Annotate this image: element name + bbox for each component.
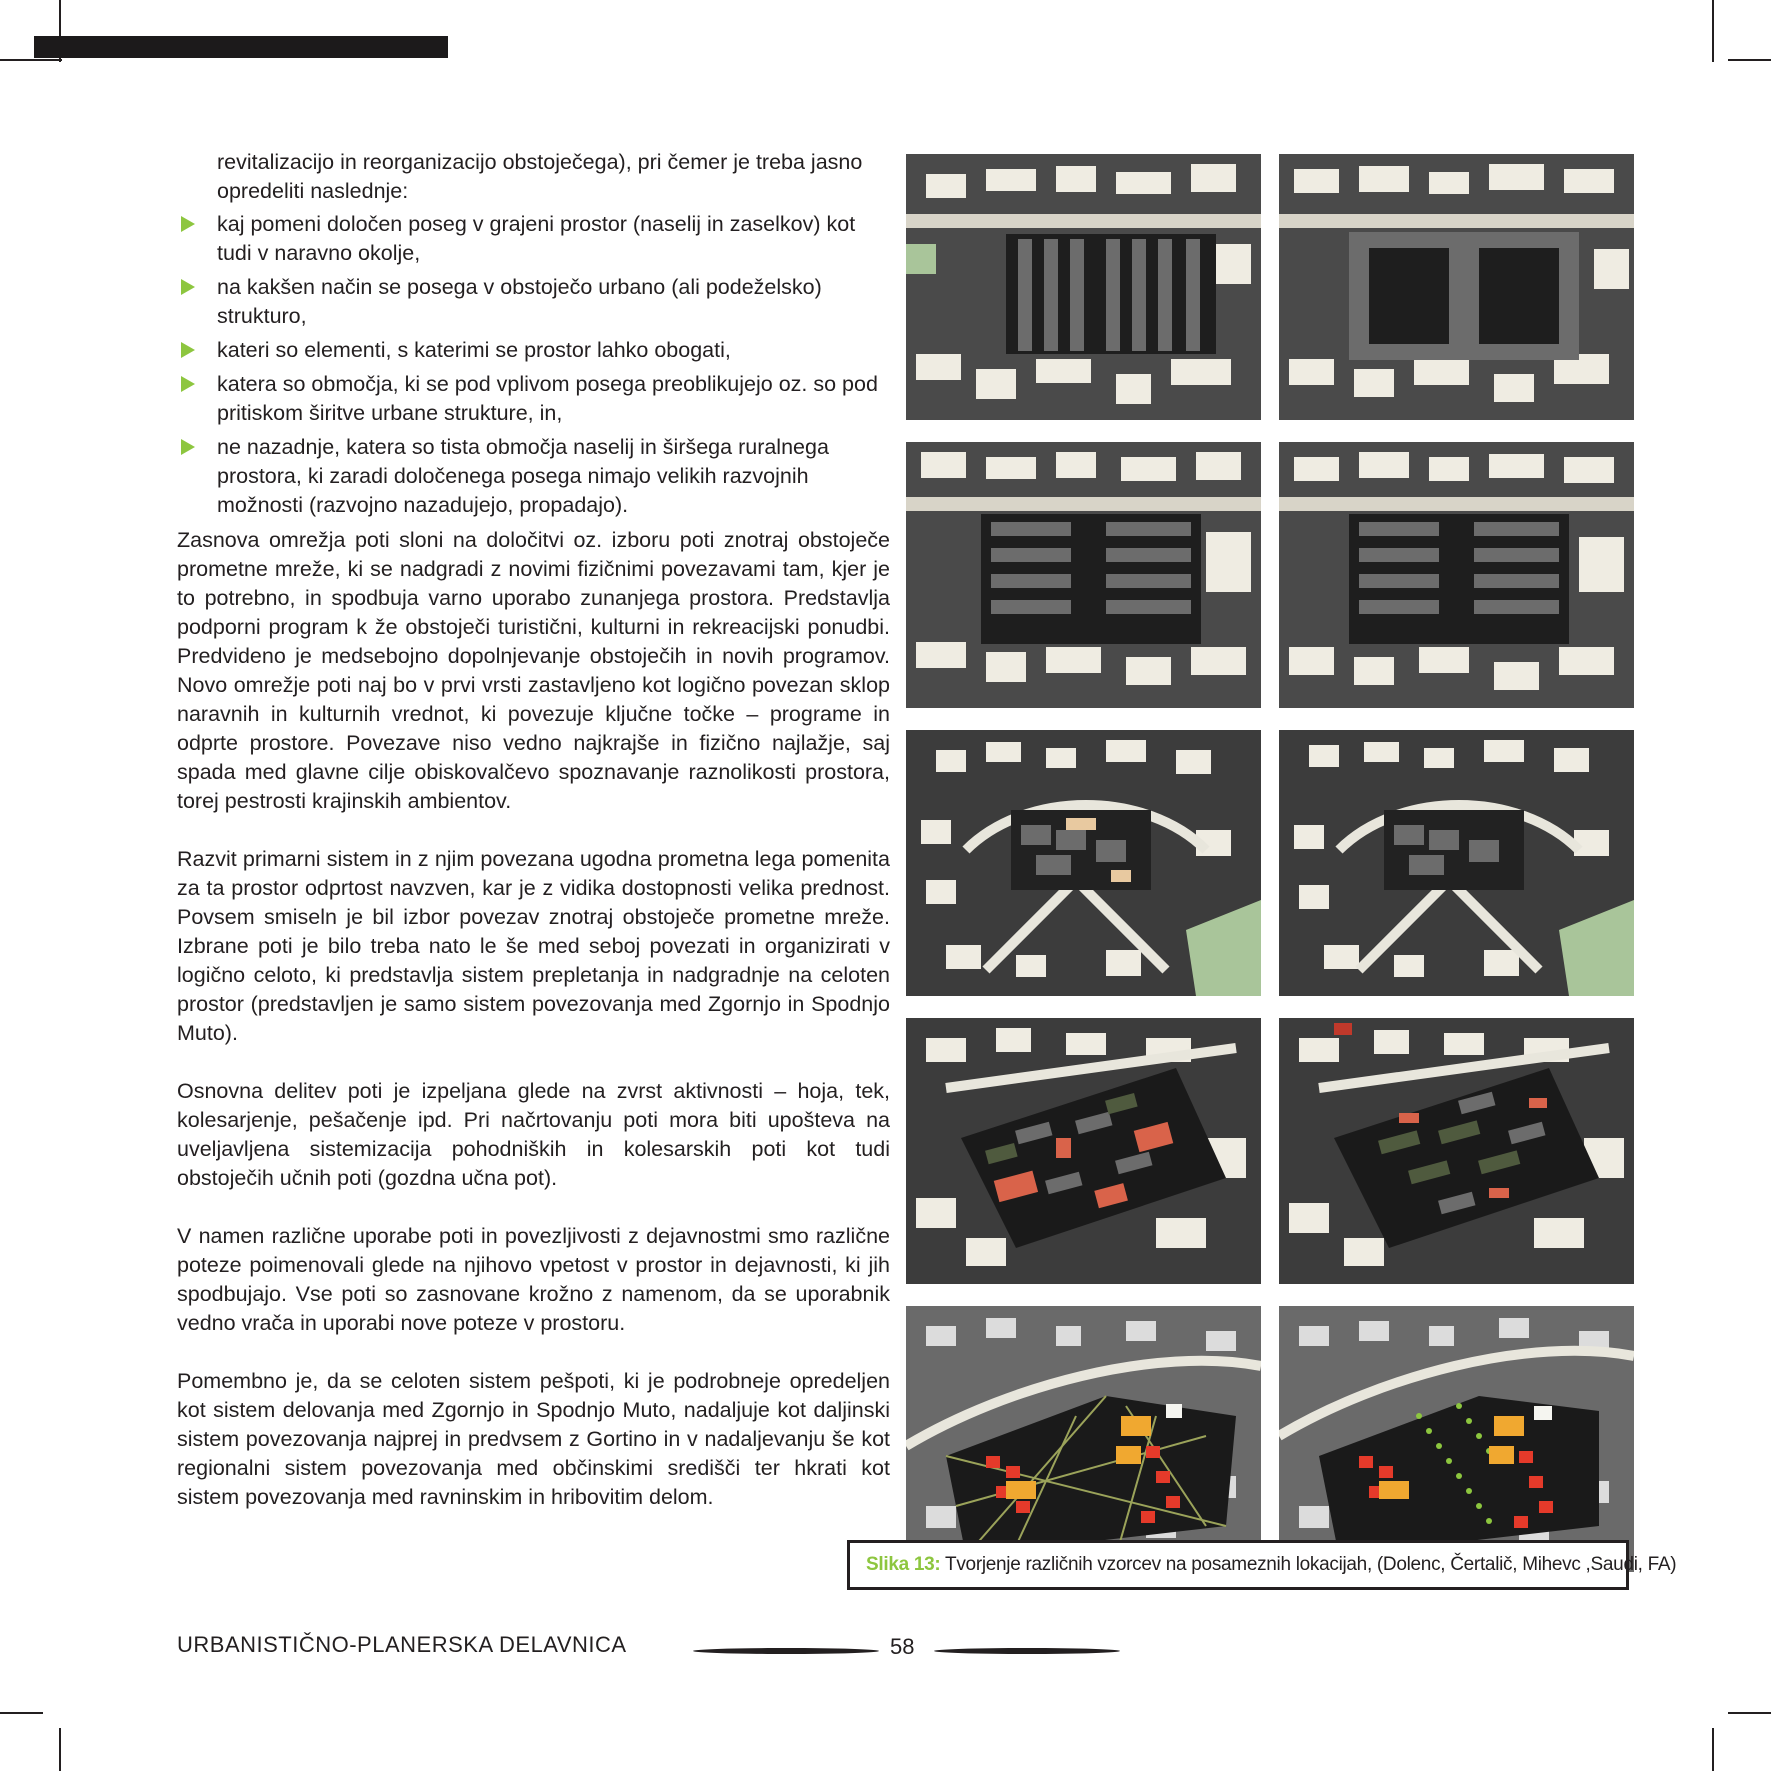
paragraph: Pomembno je, da se celoten sistem pešpoti, ki je podrobneje opredeljen kot sistem delovanja med Zgornjo in Spodnjo Muto, nadaljuje kot daljinski sistem povezovanja najprej in predvsem z Gortino in v nadaljevanju še kot regionalni sistem povezovanja med občinskimi središči ter hkrati kot sistem povezovanja med ravninskim in hribovitim delom. xyxy=(177,1369,890,1509)
header-bar xyxy=(34,36,448,58)
model-photo xyxy=(906,1306,1261,1572)
caption-label: Slika 13: xyxy=(866,1554,941,1575)
triangle-bullet-icon xyxy=(181,279,195,295)
triangle-bullet-icon xyxy=(181,216,195,232)
model-photo xyxy=(906,730,1261,996)
triangle-bullet-icon xyxy=(181,376,195,392)
paragraph: Osnovna delitev poti je izpeljana glede na zvrst aktivnosti – hoja, tek, kolesarjenje, pešačenje ipd. Pri načrtovanju poti mora biti upošteva na uveljavljena sistemizacija pohodniških in kolesarskih poti kot tudi obstoječih učnih poti (gozdna učna pot). xyxy=(177,1079,890,1190)
model-photo xyxy=(1279,1018,1634,1284)
crop-mark xyxy=(1728,59,1771,61)
text-column xyxy=(177,148,890,1512)
model-photo xyxy=(906,154,1261,420)
paragraph: Zasnova omrežja poti sloni na določitvi oz. izboru poti znotraj obstoječe prometne mreže, ki se nadgradi z novimi fizičnimi povezavami tam, kjer je to potrebno, in spodbuja varno uporabo zunanjega prostora. Predstavlja podporni program k že obstoječi turistični, kulturni in rekreacijski ponudbi. Predvideno je medsebojno dopolnjevanje obstoječih in novih programov. Novo omrežje poti naj bo v prvi vrsti zastavljeno kot logično povezan sklop naravnih in kulturnih vrednot, ki povezuje ključne točke – programe in odprte prostore. Povezave niso vedno najkrajše in fizično najlažje, saj spada med glavne cilje obiskovalčevo spoznavanje raznolikosti prostora, torej pestrosti krajinskih ambientov. xyxy=(177,528,890,813)
paragraph: Razvit primarni sistem in z njim povezana ugodna prometna lega pomenita za ta prostor odprtost navzven, kar je z vidika dostopnosti velika prednost. Povsem smiseln je bil izbor povezav znotraj obstoječe prometne mreže. Izbrane poti je bilo treba nato le še med seboj povezati in organizirati v logično celoto, ki predstavlja sistem prepletanja in nadgradnje na celoten prostor (predstavljen je samo sistem povezovanja med Zgornjo in Spodnjo Muto). xyxy=(177,847,890,1045)
list-item: katera so območja, ki se pod vplivom posega preoblikujejo oz. so pod pritiskom širitve urbane strukture, in, xyxy=(177,370,890,428)
crop-mark xyxy=(1712,1728,1714,1771)
model-photo xyxy=(906,442,1261,708)
list-item: na kakšen način se posega v obstoječo urbano (ali podeželsko) strukturo, xyxy=(177,273,890,331)
triangle-bullet-icon xyxy=(181,439,195,455)
crop-mark xyxy=(1728,1712,1771,1714)
crop-mark xyxy=(1712,0,1714,62)
crop-mark xyxy=(59,1728,61,1771)
paragraph: V namen različne uporabe poti in povezljivosti z dejavnostmi smo različne poteze poimenovali glede na njihovo vpetost v prostor in dejavnosti, ki jih spodbujajo. Vse poti so zasnovane krožno z namenom, da se uporabnik vedno vrača in uporabi nove poteze v prostoru. xyxy=(177,1224,890,1335)
footer-title: URBANISTIČNO-PLANERSKA DELAVNICA xyxy=(177,1632,627,1657)
triangle-bullet-icon xyxy=(181,342,195,358)
page-number: 58 xyxy=(890,1634,915,1659)
caption-text: Tvorjenje različnih vzorcev na posameznih lokacijah, (Dolenc, Čertalič, Mihevc ,Saudi, FA) xyxy=(940,1554,1677,1575)
footer-swash-right xyxy=(934,1648,1120,1654)
bullet-list xyxy=(177,210,890,520)
crop-mark xyxy=(0,59,62,61)
model-photo xyxy=(1279,442,1634,708)
list-item: kateri so elementi, s katerimi se prostor lahko obogati, xyxy=(177,336,890,365)
list-item: kaj pomeni določen poseg v grajeni prostor (naselij in zaselkov) kot tudi v naravno okolje, xyxy=(177,210,890,268)
model-photo xyxy=(1279,1306,1634,1572)
model-photo xyxy=(1279,730,1634,996)
model-photo xyxy=(906,1018,1261,1284)
crop-mark xyxy=(0,1712,43,1714)
footer-swash-left xyxy=(693,1648,879,1654)
figure-caption xyxy=(847,1540,1677,1590)
list-item: ne nazadnje, katera so tista območja naselij in širšega ruralnega prostora, ki zaradi določenega posega nimajo velikih razvojnih možnosti (razvojno nazadujejo, propadajo). xyxy=(177,433,890,520)
model-photo xyxy=(1279,154,1634,420)
intro-text: revitalizacijo in reorganizacijo obstoječega), pri čemer je treba jasno opredeliti naslednje: xyxy=(217,150,863,203)
